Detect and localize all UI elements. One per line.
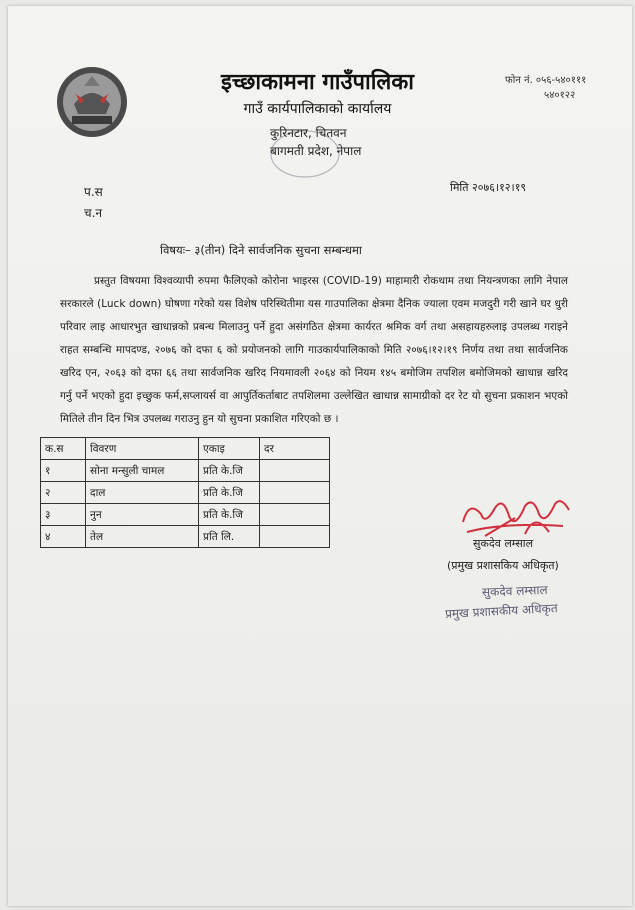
cell-rate [260, 526, 330, 548]
office-name: गाउँ कार्यपालिकाको कार्यालय [243, 101, 392, 117]
table-header-row [41, 438, 330, 460]
dispatch-number: च.न [84, 206, 103, 220]
cell-description: दाल [86, 482, 199, 504]
cell-unit: प्रति के.जि [199, 504, 260, 526]
header-unit: एकाइ [199, 438, 260, 460]
cell-description: तेल [86, 526, 199, 548]
notice-body: प्रस्तुत विषयमा विश्वव्यापी रुपमा फैलिएको कोरोना भाइरस (COVID-19) माहामारी रोकथाम तथा नियन्त्रणका लागि नेपाल सरकारले (Luck down) घोषणा गरेको यस विशेष परिस्थितीमा यस गाउपालिका क्षेत्रमा दैनिक ज्याला एवम मजदुरी गरी खाने घर धुरी परिवार लाइ आधारभुत खाधान्नको प्रबन्ध मिलाउनु पर्ने हुदा असंगठित क्षेत्रमा कार्यरत श्रमिक वर्ग तथा असहायहरुलाइ उपलब्ध गराइने राहत सम्बन्धि मापदण्ड, २०७६ को दफा ६ को प्रयोजनको लागि गाउकार्यपालिकाको मिति २०७६।१२।१९ निर्णय तथा तथा सार्वजनिक खरिद एन, २०६३ को दफा ६६ तथा सार्वजनिक खरिद नियमावली २०६४ को नियम १४५ बमोजिम तपशिल बमोजिमको खाधान्न खरिद गर्नु पर्ने भएको हुदा इच्छुक फर्म,सप्लायर्स वा आपुर्तिकर्ताबाट तपशिलमा उल्लेखित खाधान्न सामाग्रीको दर रेट यो सुचना प्रकाशन भएको मितिले तीन दिन भित्र उपलब्ध गराउनु हुन यो सुचना प्रकाशित गरिएको छ । [60, 275, 568, 425]
table-row [41, 482, 330, 504]
header-serial: क.स [41, 438, 86, 460]
signatory-name: सुकदेव लम्साल [473, 537, 534, 550]
letter-date: मिति २०७६।१२।१९ [450, 181, 527, 194]
table-row [41, 504, 330, 526]
address-line2: बागमती प्रदेश, नेपाल [270, 144, 362, 158]
stamp-title: प्रमुख प्रशासकीय अधिकृत [444, 601, 558, 621]
cell-unit: प्रति के.जि [199, 482, 260, 504]
org-name: इच्छाकामना गाउँपालिका [221, 70, 414, 95]
cell-rate [260, 504, 330, 526]
header-rate: दर [260, 438, 330, 460]
table-row [41, 460, 330, 482]
cell-rate [260, 482, 330, 504]
phone-number: फोन नं. ०५६-५४०१११ [505, 75, 587, 86]
subject-line: विषयः– ३(तीन) दिने सार्वजनिक सुचना सम्बन्धमा [160, 243, 362, 257]
cell-description: नुन [86, 504, 199, 526]
items-table [40, 437, 330, 548]
handwritten-signature-icon [455, 492, 575, 542]
cell-rate [260, 460, 330, 482]
phone-number-alt: ५४०१२२ [544, 90, 576, 101]
table-row [41, 526, 330, 548]
signatory-title: (प्रमुख प्रशासकिय अधिकृत) [447, 559, 559, 572]
cell-serial: ३ [41, 504, 86, 526]
header-description: विवरण [86, 438, 199, 460]
cell-serial: २ [41, 482, 86, 504]
letter-reference-number: प.स [84, 185, 103, 199]
cell-serial: १ [41, 460, 86, 482]
cell-unit: प्रति लि. [199, 526, 260, 548]
cell-description: सोना मन्सुली चामल [86, 460, 199, 482]
stamp-name: सुकदेव लम्साल [481, 582, 548, 600]
cell-unit: प्रति के.जि [199, 460, 260, 482]
cell-serial: ४ [41, 526, 86, 548]
address-line1: कुरिनटार, चितवन [270, 126, 347, 140]
